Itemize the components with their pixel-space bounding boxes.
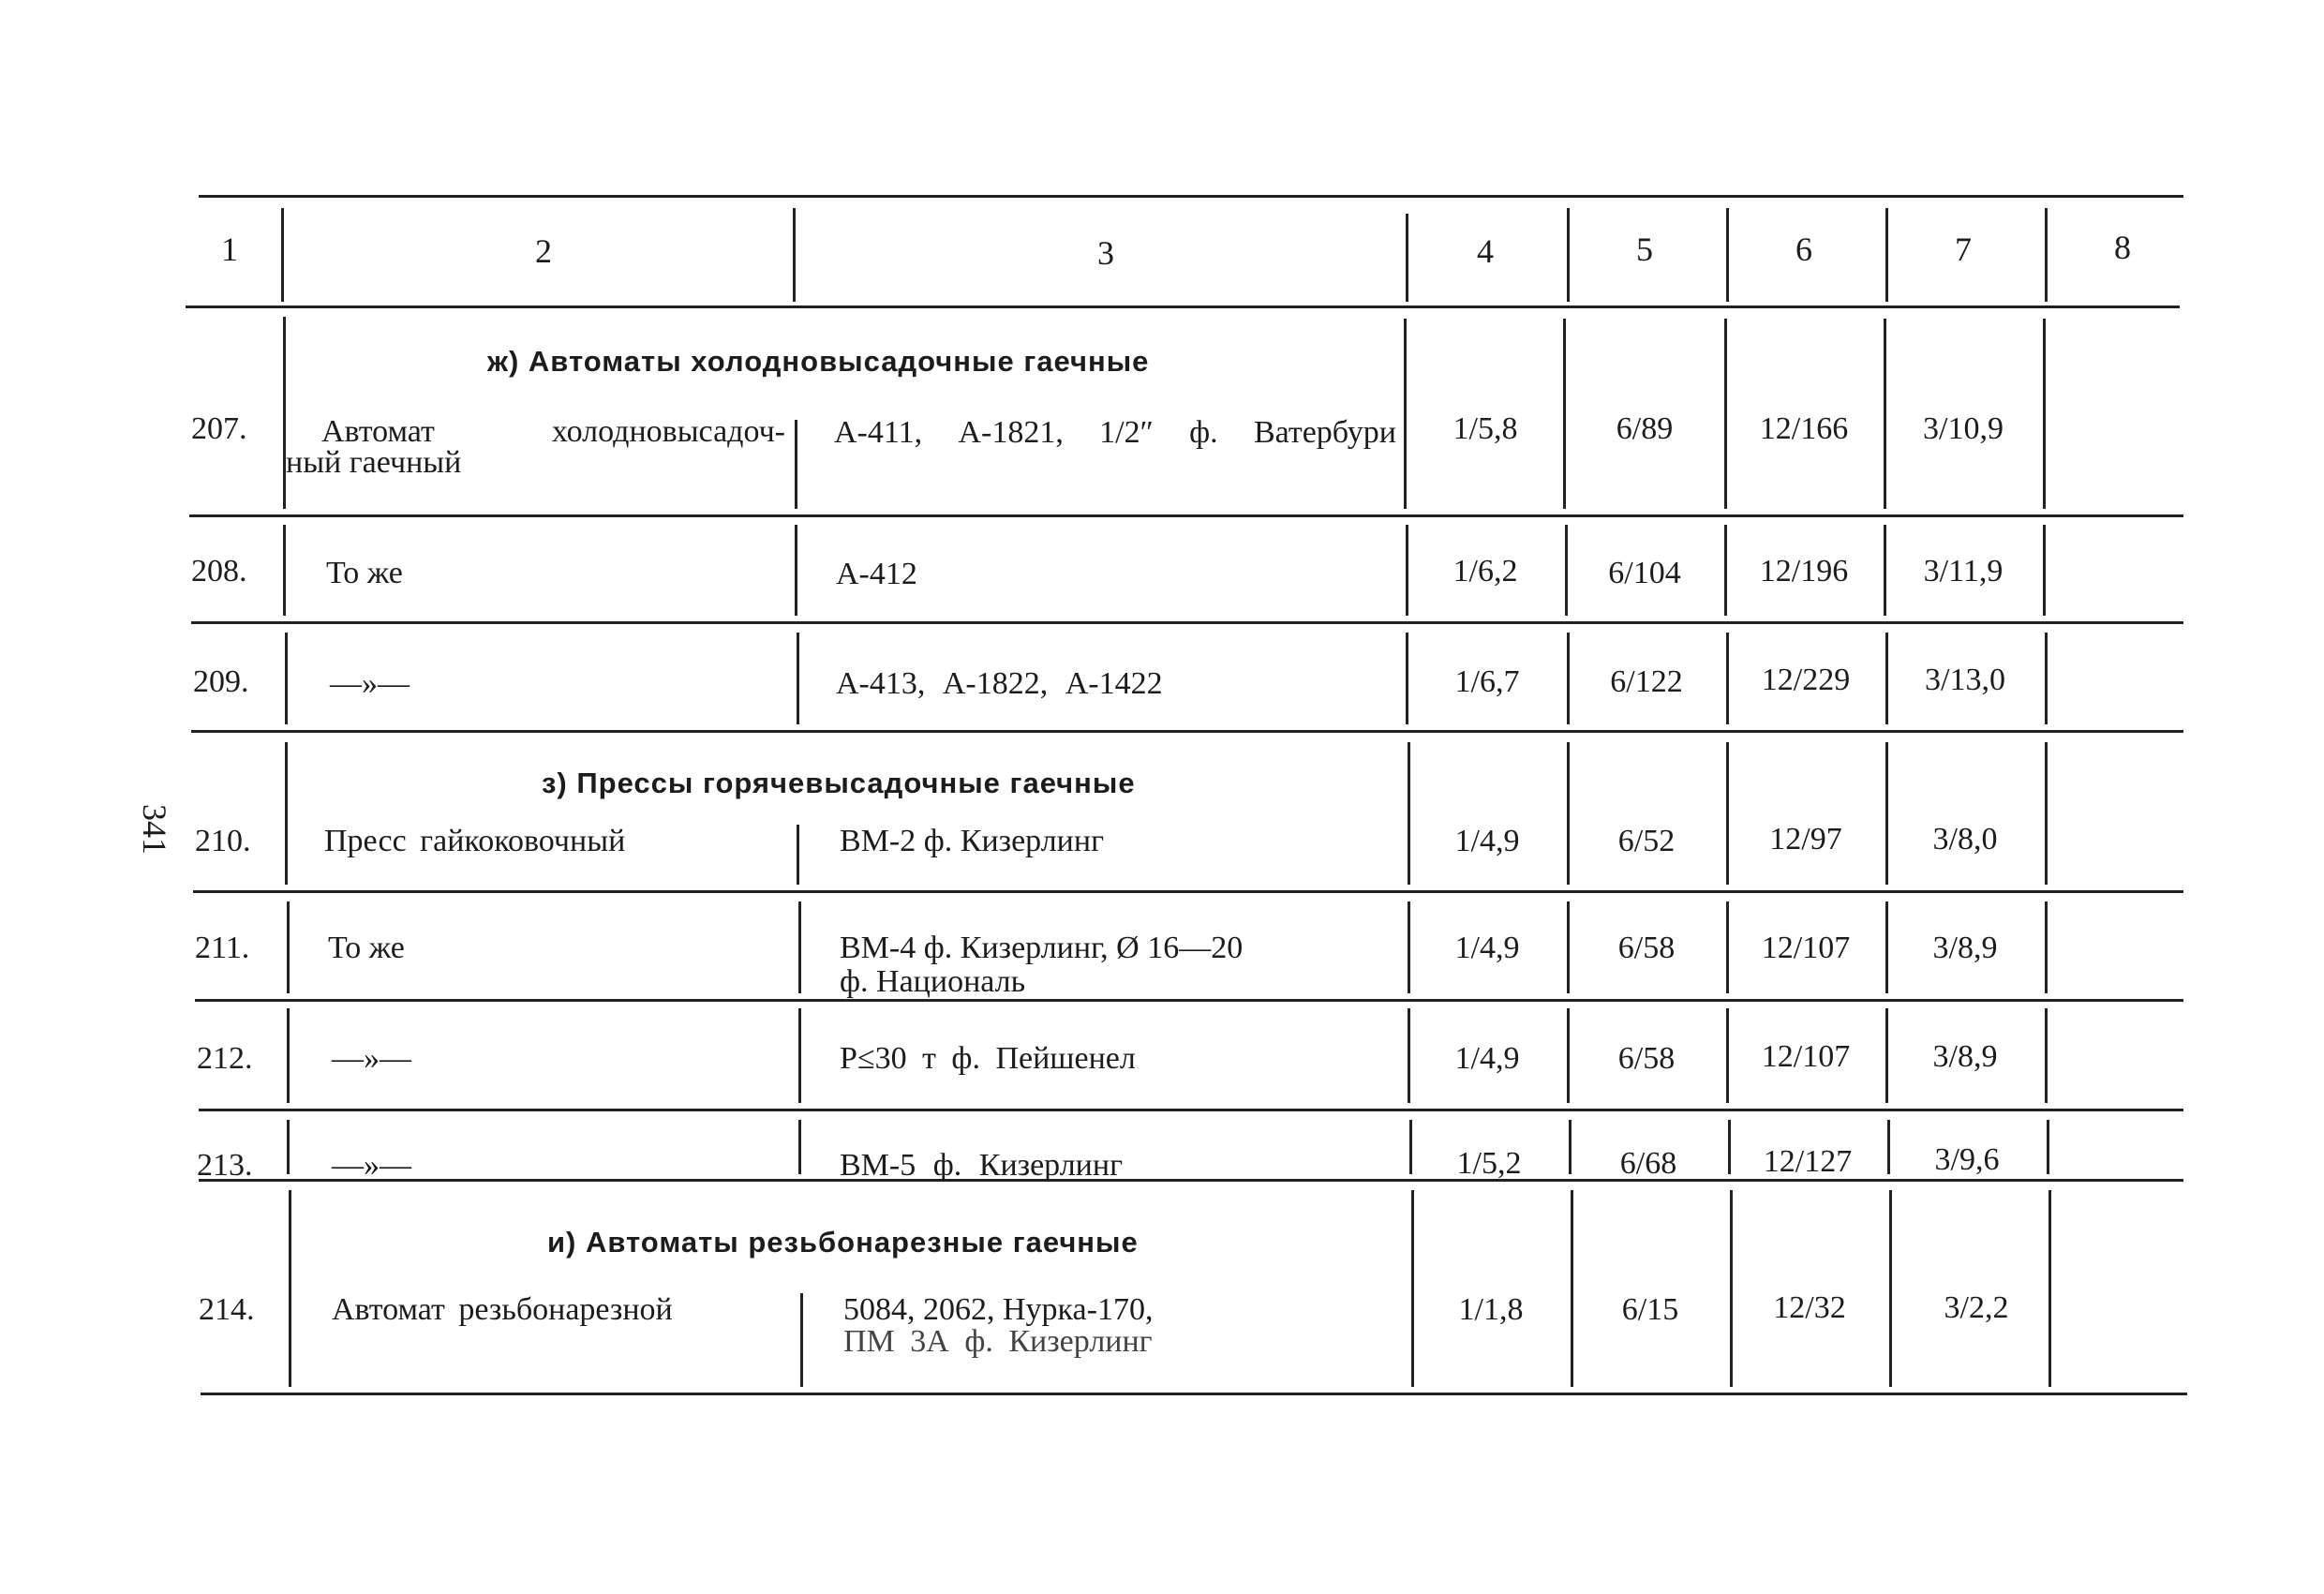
- header-col-8: 8: [2114, 229, 2131, 266]
- cell-col-5: 6/104: [1608, 556, 1681, 590]
- col-divider: [795, 525, 797, 616]
- cell-col-6: 12/127: [1763, 1144, 1853, 1179]
- row-name: Автомат холодновысадоч-: [321, 414, 785, 449]
- row-model: А-413, А-1822, А-1422: [836, 666, 1163, 701]
- header-col-7: 7: [1955, 231, 1972, 268]
- row-number: 214.: [199, 1292, 255, 1327]
- row-ditto: —»—: [332, 1148, 411, 1183]
- cell-col-6: 12/196: [1759, 554, 1849, 588]
- cell-col-5: 6/15: [1621, 1292, 1679, 1327]
- cell-col-4: 1/4,9: [1454, 824, 1520, 858]
- col-divider: [2043, 319, 2046, 509]
- header-col-2: 2: [535, 232, 552, 270]
- col-divider: [283, 317, 286, 509]
- col-divider: [2048, 1190, 2051, 1387]
- section-heading: и) Автоматы резьбонарезные гаечные: [547, 1226, 1139, 1259]
- row-model: ВМ-4 ф. Кизерлинг, Ø 16—20: [840, 931, 1244, 965]
- cell-col-7: 3/8,0: [1932, 822, 1998, 857]
- cell-col-6: 12/97: [1769, 822, 1842, 857]
- cell-col-7: 3/10,9: [1923, 411, 2004, 446]
- cell-col-4: 1/4,9: [1454, 1041, 1520, 1076]
- cell-col-7: 3/8,9: [1932, 1039, 1998, 1074]
- row-number: 209.: [193, 664, 249, 699]
- col-divider: [285, 633, 288, 724]
- col-divider: [800, 1293, 803, 1387]
- col-divider: [1567, 742, 1570, 885]
- col-divider: [2045, 1008, 2048, 1103]
- col-divider: [797, 633, 799, 724]
- cell-col-6: 12/32: [1773, 1290, 1846, 1325]
- row-model: Р≤30 т ф. Пейшенел: [840, 1041, 1136, 1076]
- cell-col-7: 3/11,9: [1923, 554, 2004, 588]
- col-divider: [1571, 1190, 1573, 1387]
- header-col-6: 6: [1795, 231, 1812, 268]
- row-ditto: —»—: [332, 1041, 411, 1076]
- row-model: ВМ-5 ф. Кизерлинг: [840, 1148, 1124, 1183]
- col-divider: [1730, 1190, 1733, 1387]
- row-number: 210.: [195, 824, 251, 858]
- cell-col-4: 1/6,7: [1454, 664, 1520, 699]
- row-rule-210: [193, 890, 2183, 893]
- cell-col-6: 12/166: [1759, 411, 1849, 446]
- header-col-3: 3: [1097, 234, 1114, 272]
- cell-col-4: 1/4,9: [1454, 931, 1520, 965]
- row-model: А-412: [836, 557, 917, 591]
- cell-col-5: 6/58: [1617, 1041, 1676, 1076]
- col-divider: [798, 1120, 801, 1174]
- row-rule-208: [191, 621, 2183, 624]
- cell-col-4: 1/5,8: [1452, 411, 1518, 446]
- section-heading: ж) Автоматы холодновысадочные гаечные: [487, 345, 1150, 378]
- cell-col-4: 1/1,8: [1458, 1292, 1524, 1327]
- col-divider: [1406, 214, 1408, 302]
- row-model: ВМ-2 ф. Кизерлинг: [840, 824, 1105, 858]
- col-divider: [795, 420, 797, 509]
- col-divider: [285, 742, 288, 885]
- table-bottom-rule: [201, 1393, 2187, 1395]
- header-col-5: 5: [1636, 231, 1653, 268]
- row-name: Пресс гайкоковочный: [324, 824, 626, 858]
- section-heading: з) Прессы горячевысадочные гаечные: [542, 767, 1136, 799]
- cell-col-6: 12/107: [1761, 931, 1851, 965]
- cell-col-7: 3/9,6: [1934, 1142, 2000, 1177]
- cell-col-6: 12/107: [1761, 1039, 1851, 1074]
- row-number: 208.: [191, 554, 247, 588]
- row-name: Автомат резьбонарезной: [332, 1292, 673, 1327]
- row-model: А-411, А-1821, 1/2″ ф. Ватербури: [834, 415, 1396, 450]
- col-divider: [798, 1008, 801, 1103]
- col-divider: [2047, 1120, 2049, 1174]
- col-divider: [1726, 208, 1729, 302]
- cell-col-6: 12/229: [1761, 663, 1851, 697]
- cell-col-7: 3/13,0: [1925, 663, 2005, 697]
- page-number: 341: [136, 804, 173, 855]
- cell-col-7: 3/2,2: [1944, 1290, 2009, 1325]
- row-rule-213: [199, 1179, 2183, 1182]
- row-rule-207: [189, 514, 2183, 517]
- col-divider: [2045, 208, 2048, 302]
- row-rule-212: [199, 1109, 2183, 1111]
- row-number: 211.: [195, 931, 250, 965]
- col-divider: [1411, 1190, 1414, 1387]
- cell-col-7: 3/8,9: [1932, 931, 1998, 965]
- cell-col-5: 6/68: [1619, 1146, 1677, 1181]
- col-divider: [287, 1008, 290, 1103]
- cell-col-5: 6/89: [1616, 411, 1674, 446]
- row-ditto: —»—: [330, 666, 410, 701]
- col-divider: [2045, 901, 2048, 993]
- col-divider: [798, 901, 801, 993]
- row-model-cont: ПМ 3А ф. Кизерлинг: [843, 1324, 1153, 1359]
- cell-col-4: 1/5,2: [1456, 1146, 1522, 1181]
- row-number: 212.: [197, 1041, 253, 1076]
- col-divider: [2045, 742, 2048, 885]
- col-divider: [797, 825, 799, 885]
- row-rule-209: [191, 730, 2183, 733]
- col-divider: [281, 208, 284, 302]
- col-divider: [1885, 742, 1888, 885]
- col-divider: [287, 901, 290, 993]
- col-divider: [1408, 742, 1410, 885]
- row-name: То же: [326, 556, 403, 590]
- header-bottom-rule: [186, 305, 2180, 308]
- col-divider: [793, 208, 796, 302]
- row-model-cont: ф. Националь: [840, 964, 1026, 999]
- col-divider: [289, 1190, 291, 1387]
- col-divider: [1726, 742, 1729, 885]
- cell-col-5: 6/122: [1610, 664, 1683, 699]
- row-name-cont: ный гаечный: [286, 445, 462, 480]
- col-divider: [283, 525, 286, 616]
- col-divider: [1889, 1190, 1892, 1387]
- cell-col-5: 6/58: [1617, 931, 1676, 965]
- row-name: То же: [328, 931, 405, 965]
- table-top-rule: [199, 195, 2183, 198]
- col-divider: [287, 1120, 290, 1174]
- col-divider: [1567, 208, 1570, 302]
- row-rule-211: [195, 999, 2183, 1002]
- row-number: 207.: [191, 411, 247, 446]
- header-col-1: 1: [221, 231, 238, 268]
- header-col-4: 4: [1477, 232, 1494, 270]
- col-divider: [2045, 633, 2048, 724]
- row-model: 5084, 2062, Нурка-170,: [843, 1292, 1154, 1327]
- row-number: 213.: [197, 1148, 253, 1183]
- cell-col-4: 1/6,2: [1452, 554, 1518, 588]
- cell-col-5: 6/52: [1617, 824, 1676, 858]
- col-divider: [1885, 208, 1888, 302]
- col-divider: [2043, 525, 2046, 616]
